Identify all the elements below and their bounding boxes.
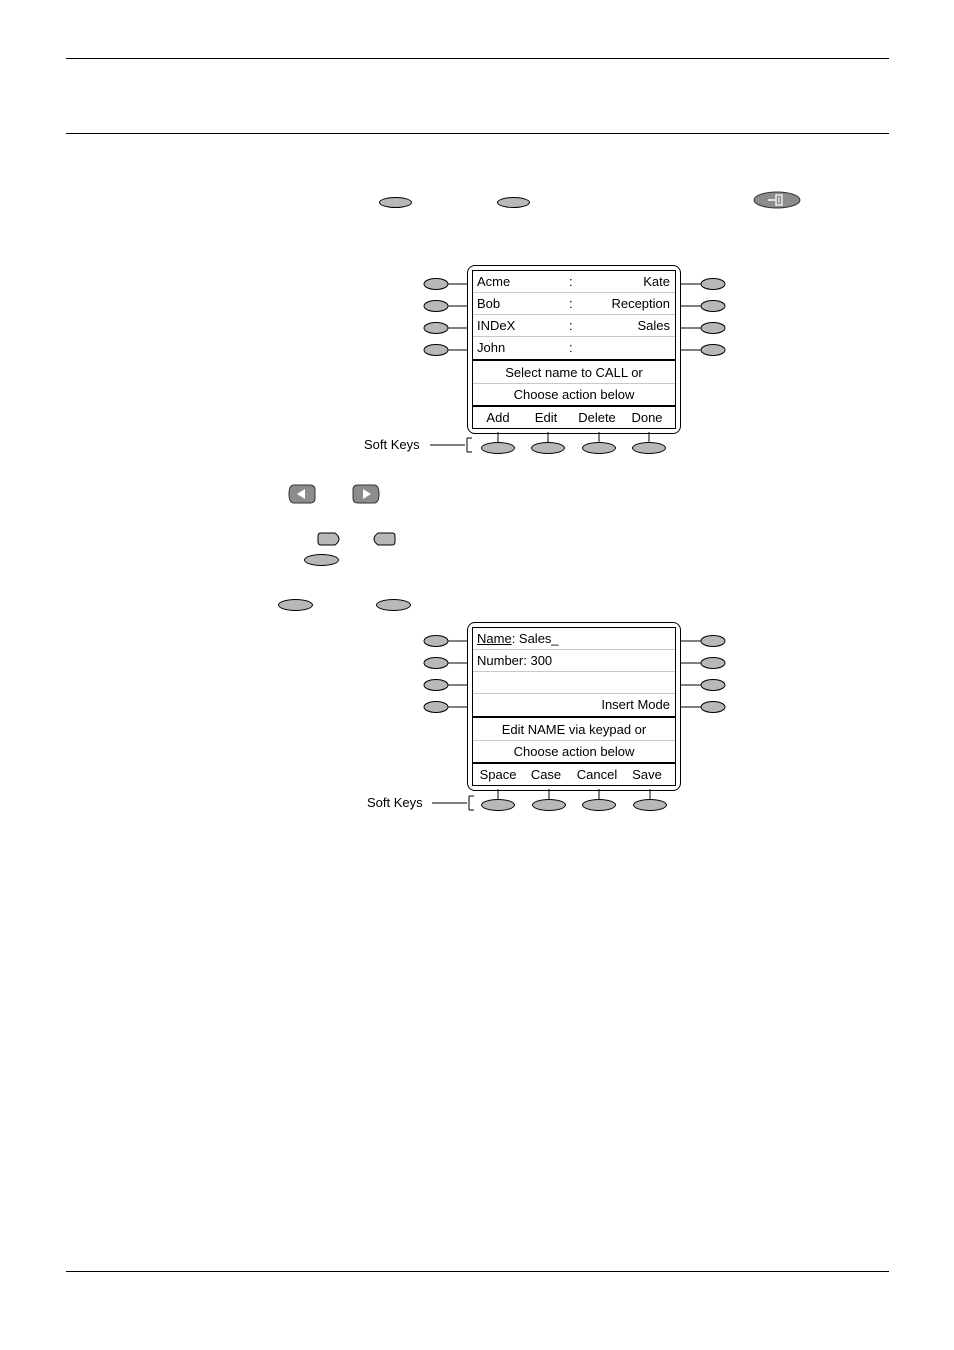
softkeys-label: Soft Keys [367,795,423,810]
directory-row[interactable]: Acme : Kate [473,271,675,293]
softkey-button[interactable] [531,442,565,454]
softkey-button[interactable] [481,799,515,811]
divider [473,716,675,718]
line-key-icon[interactable] [423,277,469,291]
line-key-icon[interactable] [680,343,726,357]
line-key-icon[interactable] [423,656,469,670]
inline-button-icon [379,197,412,208]
softkey-button[interactable] [582,442,616,454]
softkey-button[interactable] [582,799,616,811]
directory-row[interactable]: INDeX : Sales [473,315,675,337]
line-key-icon[interactable] [680,656,726,670]
softkey-label-space: Space [479,767,517,782]
mode-row: Insert Mode [601,697,670,712]
phone-display-edit [360,619,740,819]
prompt-line: Select name to CALL or [473,362,675,384]
inline-button-icon [497,197,530,208]
divider [473,359,675,361]
softkey-label-case: Case [530,767,562,782]
line-key-icon[interactable] [423,700,469,714]
softkey-label-cancel: Cancel [576,767,618,782]
line-key-icon[interactable] [680,700,726,714]
softkey-label-delete: Delete [578,410,616,425]
line-key-icon[interactable] [423,321,469,335]
name-label: Name [477,631,512,646]
display-screen [467,622,681,791]
softkey-label-save: Save [632,767,662,782]
inline-button-icon [278,599,313,611]
line-key-icon[interactable] [423,343,469,357]
softkey-label-add: Add [486,410,510,425]
divider [473,762,675,764]
line-key-icon[interactable] [680,321,726,335]
prompt-line: Edit NAME via keypad or [473,719,675,741]
line-key-icon[interactable] [680,277,726,291]
inline-button-icon [304,554,339,566]
line-key-icon[interactable] [680,634,726,648]
line-key-left-icon [317,532,345,546]
prompt-line: Choose action below [513,387,635,402]
line-key-icon[interactable] [680,299,726,313]
line-key-right-icon [368,532,396,546]
display-screen [467,265,681,434]
inline-button-icon [376,599,411,611]
line-key-icon[interactable] [423,678,469,692]
header-rule-bottom [66,133,889,134]
softkey-label-done: Done [631,410,663,425]
blank-row [473,672,675,694]
exit-icon [753,191,801,209]
line-key-icon[interactable] [423,634,469,648]
line-key-icon[interactable] [423,299,469,313]
softkey-button[interactable] [633,799,667,811]
phone-display-directory [360,262,740,462]
softkey-label-edit: Edit [534,410,558,425]
softkey-button[interactable] [481,442,515,454]
header-rule-top [66,58,889,59]
softkey-button[interactable] [632,442,666,454]
directory-row[interactable]: John : [477,340,573,355]
prompt-line: Choose action below [513,744,635,759]
softkey-button[interactable] [532,799,566,811]
left-arrow-icon [288,484,316,504]
name-row[interactable] [473,628,675,650]
number-row[interactable]: Number: 300 [473,650,675,672]
right-arrow-icon [352,484,380,504]
directory-row[interactable]: Bob : Reception [473,293,675,315]
footer-rule [66,1271,889,1272]
divider [473,405,675,407]
line-key-icon[interactable] [680,678,726,692]
softkeys-label: Soft Keys [364,437,420,452]
name-value: : Sales_ [511,631,559,646]
